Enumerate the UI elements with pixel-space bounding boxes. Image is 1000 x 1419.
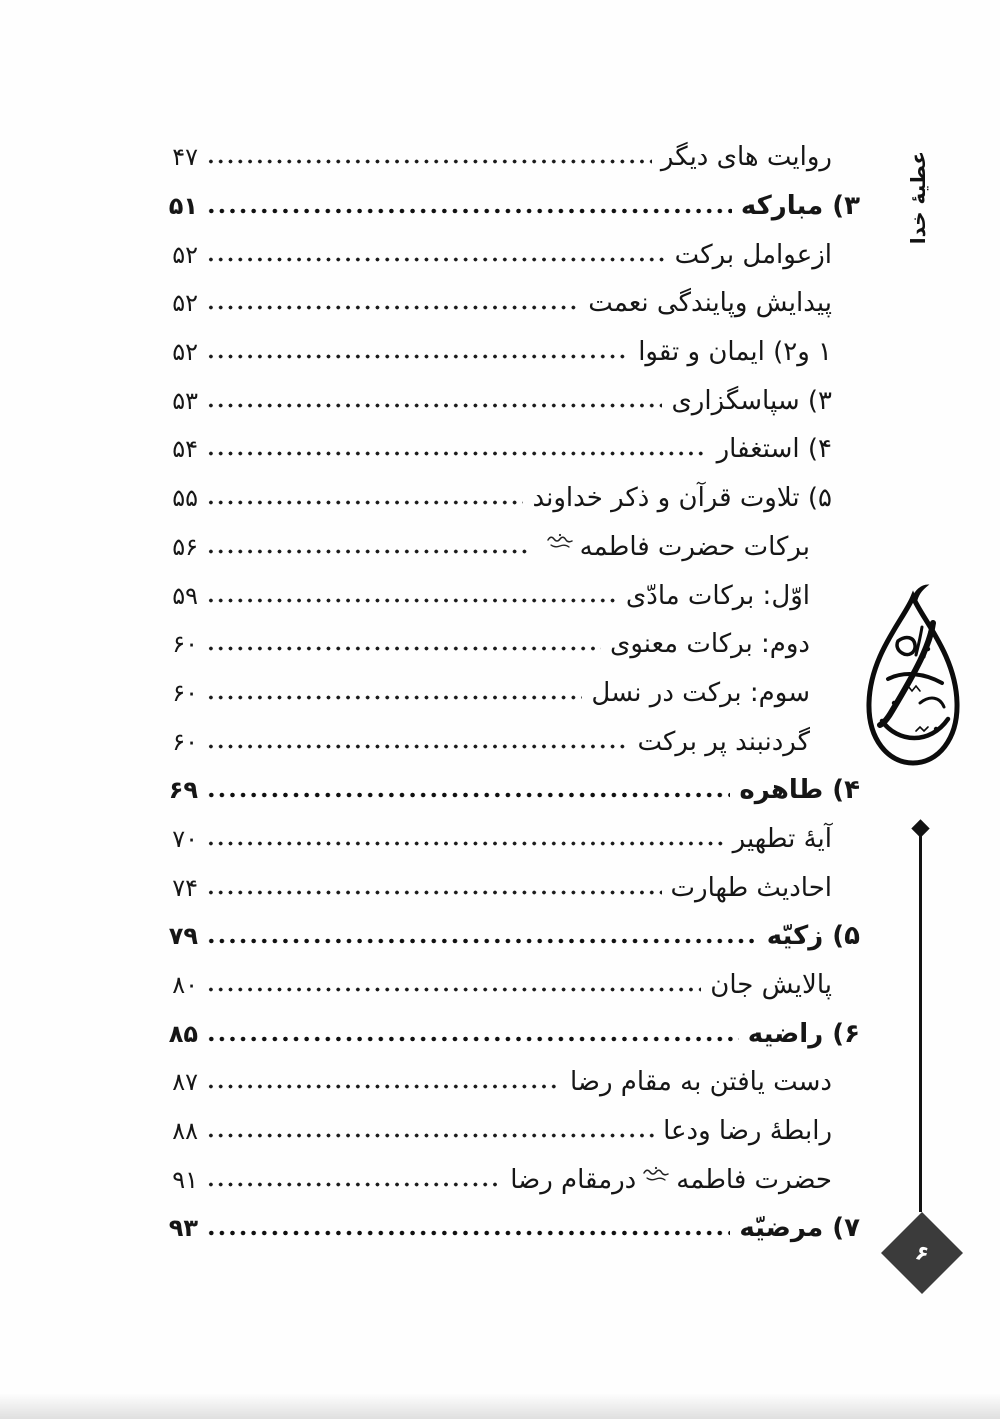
toc-entry-page: ۶۰ <box>172 630 198 659</box>
toc-entry-title: ۵) زکیّه <box>766 921 860 952</box>
alayha-salam-icon <box>641 1163 671 1189</box>
toc-entry-title: رابطهٔ رضا ودعا <box>663 1116 832 1147</box>
dotted-leader <box>206 240 666 270</box>
toc-chapter-entry <box>158 766 860 815</box>
toc-entry <box>158 474 860 523</box>
toc-entry-page: ۵۴ <box>172 435 198 464</box>
dotted-leader <box>206 824 724 854</box>
toc-entry-page: ۸۰ <box>172 971 198 1000</box>
dotted-leader <box>206 678 582 708</box>
dotted-leader <box>206 142 652 172</box>
toc-entry-title: ۶) راضیه <box>747 1018 860 1049</box>
toc-entry-page: ۴۷ <box>172 143 198 172</box>
toc-entry-page: ۶۹ <box>168 776 198 805</box>
toc-entry <box>158 1155 860 1204</box>
toc-entry-page: ۵۵ <box>172 484 198 513</box>
dotted-leader <box>206 1165 501 1195</box>
toc-entry-page: ۷۰ <box>172 824 198 853</box>
toc-entry-page: ۵۲ <box>172 240 198 269</box>
ornament-vertical-line <box>919 836 922 1212</box>
toc-entry <box>158 279 860 328</box>
dotted-leader <box>206 532 531 562</box>
dotted-leader <box>206 337 629 367</box>
toc-entry <box>158 523 860 572</box>
toc-entry-title: پیدایش وپایندگی نعمت <box>588 288 832 319</box>
toc-entry-page: ۵۲ <box>172 338 198 367</box>
dotted-leader <box>206 1067 561 1097</box>
toc-chapter-entry <box>158 912 860 961</box>
toc-entry <box>158 961 860 1010</box>
toc-entry-title: ۷) مرضیّه <box>739 1213 860 1244</box>
toc-chapter-entry <box>158 1204 860 1253</box>
page-number-diamond <box>881 1212 963 1294</box>
toc-entry-title: سوم: برکت در نسل <box>591 677 810 708</box>
book-title-vertical: عطیهٔ خدا <box>906 151 930 245</box>
fatima-zahra-calligraphy-emblem <box>858 583 968 773</box>
toc-entry-page: ۷۴ <box>172 873 198 902</box>
toc-entry-title: آیهٔ تطهیر <box>732 823 832 854</box>
dotted-leader <box>206 629 601 659</box>
toc-entry-page: ۹۳ <box>168 1214 198 1243</box>
toc-entry <box>158 717 860 766</box>
toc-entry-title: ۳) مبارکه <box>740 191 860 222</box>
teardrop-calligraphy-icon <box>858 583 968 773</box>
toc-entry <box>158 328 860 377</box>
toc-entry-title: ازعوامل برکت <box>674 239 832 270</box>
toc-entry-page: ۹۱ <box>172 1165 198 1194</box>
toc-entry <box>158 133 860 182</box>
ornament-small-diamond <box>911 819 929 837</box>
toc-entry <box>158 863 860 912</box>
toc-entry-page: ۶۰ <box>172 678 198 707</box>
toc-entry-page: ۸۸ <box>172 1117 198 1146</box>
toc-entry-title: حضرت فاطمه <box>676 1164 832 1195</box>
toc-entry-title: ۴) طاهره <box>739 775 860 806</box>
toc-entry-title: ۵) تلاوت قرآن و ذکر خداوند <box>532 483 832 514</box>
toc-entry <box>158 669 860 718</box>
toc-entry-title: اوّل: برکات مادّی <box>625 580 810 611</box>
dotted-leader <box>206 921 758 951</box>
toc-entry-page: ۶۰ <box>172 727 198 756</box>
toc-entry-page: ۷۹ <box>168 922 198 951</box>
toc-entry <box>158 1107 860 1156</box>
toc-entry <box>158 815 860 864</box>
toc-chapter-entry <box>158 182 860 231</box>
toc-entry-page: ۸۷ <box>172 1068 198 1097</box>
dotted-leader <box>206 775 730 805</box>
toc-entry-title: دست یافتن به مقام رضا <box>569 1067 832 1098</box>
toc-entry-page: ۵۶ <box>172 532 198 561</box>
toc-entry-title: ۱ و۲) ایمان و تقوا <box>638 337 832 368</box>
dotted-leader <box>206 386 662 416</box>
toc-entry-title: دوم: برکات معنوی <box>610 629 810 660</box>
toc-entry-page: ۵۹ <box>172 581 198 610</box>
toc-entry <box>158 620 860 669</box>
dotted-leader <box>206 1116 654 1146</box>
toc-entry-page: ۸۵ <box>168 1019 198 1048</box>
toc-entry <box>158 230 860 279</box>
toc-entry-title: گردنبند پر برکت <box>637 726 810 757</box>
toc-entry-title: روایت های دیگر <box>660 142 832 173</box>
toc-entry-title: احادیث طهارت <box>670 872 832 903</box>
toc-entry <box>158 1058 860 1107</box>
toc-entry-page: ۵۳ <box>172 386 198 415</box>
toc-entry-page: ۵۲ <box>172 289 198 318</box>
toc-entry <box>158 571 860 620</box>
dotted-leader <box>206 727 629 757</box>
table-of-contents <box>158 133 860 1253</box>
toc-entry <box>158 425 860 474</box>
toc-entry-title: ۴) استغفار <box>716 434 832 465</box>
toc-entry-title-continued: درمقام رضا <box>510 1164 637 1195</box>
toc-entry-title: برکات حضرت فاطمه <box>579 531 810 562</box>
alayha-salam-icon <box>545 530 575 556</box>
dotted-leader <box>206 970 701 1000</box>
dotted-leader <box>206 1213 730 1243</box>
dotted-leader <box>206 434 708 464</box>
dotted-leader <box>206 581 617 611</box>
toc-chapter-entry <box>158 1009 860 1058</box>
dotted-leader <box>206 1019 739 1049</box>
dotted-leader <box>206 873 662 903</box>
page-number: ۶ <box>912 1239 932 1267</box>
toc-entry-title: ۳) سپاسگزاری <box>671 385 832 416</box>
dotted-leader <box>206 288 579 318</box>
toc-entry-page: ۵۱ <box>168 192 198 221</box>
toc-entry-title: پالایش جان <box>710 970 832 1001</box>
dotted-leader <box>206 483 523 513</box>
dotted-leader <box>206 191 732 221</box>
toc-entry <box>158 376 860 425</box>
